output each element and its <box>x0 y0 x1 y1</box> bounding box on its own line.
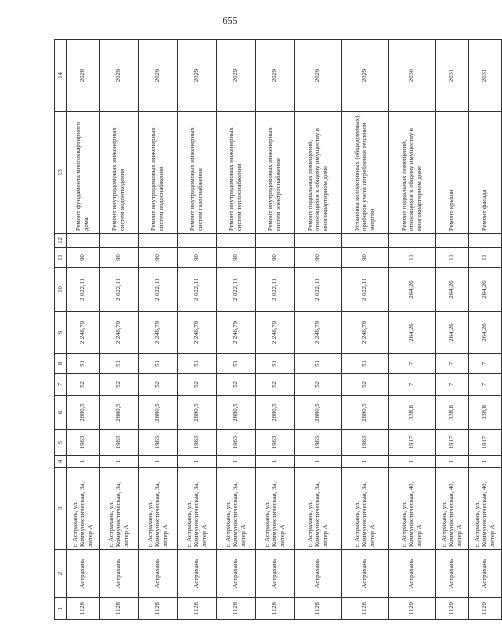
plan-year-cell: 2029 <box>295 40 342 112</box>
residential-apartments-cell: 51 <box>342 354 389 374</box>
house-code-cell: 1128 <box>139 598 178 620</box>
area-cell: 2880,5 <box>139 396 178 430</box>
city-cell: Астрахань <box>217 550 256 598</box>
total-apartments-cell: 52 <box>178 374 217 396</box>
residential-apartments-cell: 51 <box>256 354 295 374</box>
table-row <box>469 40 502 620</box>
table-row <box>100 40 139 620</box>
residents-cell: 90 <box>295 248 342 268</box>
work-type-cell: Ремонт внутридомовых инженерных систем водоотведения <box>100 112 139 234</box>
column-number: 11 <box>55 248 67 268</box>
residential-apartments-cell: 7 <box>389 354 436 374</box>
residents-cell: 90 <box>178 248 217 268</box>
work-type-cell: Ремонт фундамента многоквартирного дома <box>67 112 100 234</box>
flag-cell: 1 <box>469 456 502 468</box>
residential-apartments-cell: 51 <box>217 354 256 374</box>
year-cell: 1917 <box>389 430 436 456</box>
house-code-cell: 1128 <box>178 598 217 620</box>
address-cell: г. Астрахань, ул. Коммунистическая, 3а, литер А <box>139 468 178 550</box>
total-apartments-cell: 52 <box>256 374 295 396</box>
table-row <box>436 40 469 620</box>
extra-cell <box>217 234 256 248</box>
cost-standard-cell: 2 246,79 <box>139 312 178 354</box>
residents-cell: 90 <box>256 248 295 268</box>
plan-year-cell: 2028 <box>67 40 100 112</box>
extra-cell <box>67 234 100 248</box>
area-cell: 338,8 <box>389 396 436 430</box>
flag-cell: 1 <box>100 456 139 468</box>
city-cell: Астрахань <box>139 550 178 598</box>
table-row <box>217 40 256 620</box>
house-code-cell: 1128 <box>295 598 342 620</box>
cost-standard-cell: 264,26 <box>389 312 436 354</box>
cost-standard-cell: 2 246,79 <box>67 312 100 354</box>
residential-apartments-cell: 51 <box>139 354 178 374</box>
total-apartments-cell: 52 <box>295 374 342 396</box>
table-row <box>389 40 436 620</box>
address-cell: г. Астрахань, ул. Коммунистическая, 3а, литер А <box>256 468 295 550</box>
work-type-cell: Ремонт внутридомовых инженерных систем водоснабжения <box>139 112 178 234</box>
cost-standard-cell: 2 246,79 <box>217 312 256 354</box>
table-row <box>295 40 342 620</box>
total-apartments-cell: 52 <box>342 374 389 396</box>
work-type-cell: Ремонт подвальных помещений, относящихся к общему имуществу в многоквартирном доме <box>389 112 436 234</box>
flag-cell: 1 <box>389 456 436 468</box>
extra-cell <box>469 234 502 248</box>
column-number: 2 <box>55 550 67 598</box>
column-number: 1 <box>55 598 67 620</box>
extra-cell <box>100 234 139 248</box>
cost-standard-cell: 2 246,79 <box>295 312 342 354</box>
extra-cell <box>295 234 342 248</box>
residents-cell: 11 <box>469 248 502 268</box>
area-cell: 2880,5 <box>67 396 100 430</box>
area-cell: 2880,5 <box>178 396 217 430</box>
area-cell: 338,8 <box>469 396 502 430</box>
cost-limit-cell: 2 022,11 <box>100 268 139 312</box>
column-number: 6 <box>55 396 67 430</box>
total-apartments-cell: 52 <box>139 374 178 396</box>
column-number: 10 <box>55 268 67 312</box>
flag-cell: 1 <box>256 456 295 468</box>
residents-cell: 90 <box>100 248 139 268</box>
house-code-cell: 1129 <box>436 598 469 620</box>
cost-limit-cell: 2 022,11 <box>178 268 217 312</box>
flag-cell: 1 <box>295 456 342 468</box>
address-cell: г. Астрахань, ул. Коммунистическая, 3а, литер А <box>295 468 342 550</box>
total-apartments-cell: 52 <box>67 374 100 396</box>
plan-year-cell: 2031 <box>436 40 469 112</box>
cost-limit-cell: 2 022,11 <box>295 268 342 312</box>
flag-cell: 1 <box>139 456 178 468</box>
city-cell: Астрахань <box>389 550 436 598</box>
area-cell: 2880,5 <box>256 396 295 430</box>
flag-cell: 1 <box>67 456 100 468</box>
cost-limit-cell: 2 022,11 <box>342 268 389 312</box>
work-type-cell: Ремонт внутридомовых инженерных систем теплоснабжения <box>217 112 256 234</box>
column-number: 3 <box>55 468 67 550</box>
column-number: 7 <box>55 374 67 396</box>
work-type-cell: Ремонт подвальных помещений, относящихся к общему имуществу в многоквартирном доме <box>295 112 342 234</box>
work-type-cell: Ремонт фасада <box>469 112 502 234</box>
rotated-table-wrapper <box>54 40 496 620</box>
cost-limit-cell: 2 022,11 <box>217 268 256 312</box>
area-cell: 2880,5 <box>295 396 342 430</box>
cost-limit-cell: 264,26 <box>389 268 436 312</box>
residents-cell: 90 <box>217 248 256 268</box>
cost-limit-cell: 264,26 <box>469 268 502 312</box>
address-cell: г. Астрахань, ул. Коммунистическая, 3а, литер А <box>178 468 217 550</box>
plan-year-cell: 2029 <box>256 40 295 112</box>
cost-limit-cell: 264,26 <box>436 268 469 312</box>
city-cell: Астрахань <box>295 550 342 598</box>
residential-apartments-cell: 51 <box>178 354 217 374</box>
extra-cell <box>389 234 436 248</box>
extra-cell <box>178 234 217 248</box>
cost-limit-cell: 2 022,11 <box>139 268 178 312</box>
cost-limit-cell: 2 022,11 <box>67 268 100 312</box>
city-cell: Астрахань <box>469 550 502 598</box>
cost-limit-cell: 2 022,11 <box>256 268 295 312</box>
plan-year-cell: 2029 <box>342 40 389 112</box>
house-code-cell: 1128 <box>100 598 139 620</box>
table-row <box>139 40 178 620</box>
address-cell: г. Астрахань, ул. Коммунистическая, 3а, литер А <box>67 468 100 550</box>
total-apartments-cell: 52 <box>100 374 139 396</box>
city-cell: Астрахань <box>436 550 469 598</box>
house-code-cell: 1128 <box>342 598 389 620</box>
cost-standard-cell: 2 246,79 <box>178 312 217 354</box>
year-cell: 1963 <box>139 430 178 456</box>
area-cell: 338,8 <box>436 396 469 430</box>
area-cell: 2880,5 <box>342 396 389 430</box>
residential-apartments-cell: 51 <box>295 354 342 374</box>
column-number: 13 <box>55 112 67 234</box>
extra-cell <box>342 234 389 248</box>
year-cell: 1963 <box>178 430 217 456</box>
city-cell: Астрахань <box>256 550 295 598</box>
residential-apartments-cell: 7 <box>469 354 502 374</box>
work-type-cell: Ремонт крыши <box>436 112 469 234</box>
address-cell: г. Астрахань, ул. Коммунистическая, 40, литер А <box>389 468 436 550</box>
year-cell: 1963 <box>67 430 100 456</box>
plan-year-cell: 2029 <box>139 40 178 112</box>
house-code-cell: 1129 <box>469 598 502 620</box>
year-cell: 1963 <box>217 430 256 456</box>
cost-standard-cell: 2 246,79 <box>256 312 295 354</box>
work-type-cell: Ремонт внутридомовых инженерных систем электроснабжения <box>256 112 295 234</box>
plan-year-cell: 2029 <box>178 40 217 112</box>
area-cell: 2880,5 <box>217 396 256 430</box>
year-cell: 1963 <box>342 430 389 456</box>
year-cell: 1917 <box>469 430 502 456</box>
capital-repair-table <box>54 39 502 620</box>
residents-cell: 90 <box>139 248 178 268</box>
plan-year-cell: 2029 <box>100 40 139 112</box>
year-cell: 1963 <box>100 430 139 456</box>
address-cell: г. Астрахань, ул. Коммунистическая, 3а, литер А <box>342 468 389 550</box>
house-code-cell: 1128 <box>256 598 295 620</box>
flag-cell: 1 <box>178 456 217 468</box>
year-cell: 1917 <box>436 430 469 456</box>
work-type-cell: Установка коллективных (общедомовых) приборов учета потребления тепловой энергии <box>342 112 389 234</box>
residents-cell: 90 <box>342 248 389 268</box>
cost-standard-cell: 2 246,79 <box>100 312 139 354</box>
residential-apartments-cell: 51 <box>67 354 100 374</box>
header-row <box>55 40 67 620</box>
table-row <box>178 40 217 620</box>
house-code-cell: 1128 <box>67 598 100 620</box>
address-cell: г. Астрахань, ул. Коммунистическая, 40, литер А <box>469 468 502 550</box>
house-code-cell: 1129 <box>389 598 436 620</box>
table-row <box>342 40 389 620</box>
residential-apartments-cell: 51 <box>100 354 139 374</box>
residents-cell: 11 <box>436 248 469 268</box>
column-number: 5 <box>55 430 67 456</box>
residents-cell: 11 <box>389 248 436 268</box>
cost-standard-cell: 264,26 <box>469 312 502 354</box>
address-cell: г. Астрахань, ул. Коммунистическая, 3а, литер А <box>217 468 256 550</box>
house-code-cell: 1128 <box>217 598 256 620</box>
column-number: 14 <box>55 40 67 112</box>
total-apartments-cell: 7 <box>469 374 502 396</box>
plan-year-cell: 2030 <box>389 40 436 112</box>
column-number: 9 <box>55 312 67 354</box>
flag-cell: 1 <box>342 456 389 468</box>
residential-apartments-cell: 7 <box>436 354 469 374</box>
city-cell: Астрахань <box>67 550 100 598</box>
address-cell: г. Астрахань, ул. Коммунистическая, 3а, литер А <box>100 468 139 550</box>
city-cell: Астрахань <box>342 550 389 598</box>
table-row <box>256 40 295 620</box>
total-apartments-cell: 7 <box>389 374 436 396</box>
flag-cell: 1 <box>436 456 469 468</box>
column-number: 12 <box>55 234 67 248</box>
address-cell: г. Астрахань, ул. Коммунистическая, 40, литер А <box>436 468 469 550</box>
extra-cell <box>139 234 178 248</box>
cost-standard-cell: 264,26 <box>436 312 469 354</box>
city-cell: Астрахань <box>100 550 139 598</box>
extra-cell <box>256 234 295 248</box>
work-type-cell: Ремонт внутридомовых инженерных систем газоснабжения <box>178 112 217 234</box>
plan-year-cell: 2031 <box>469 40 502 112</box>
table-row <box>67 40 100 620</box>
year-cell: 1963 <box>256 430 295 456</box>
column-number: 8 <box>55 354 67 374</box>
total-apartments-cell: 7 <box>436 374 469 396</box>
cost-standard-cell: 2 246,79 <box>342 312 389 354</box>
total-apartments-cell: 52 <box>217 374 256 396</box>
plan-year-cell: 2029 <box>217 40 256 112</box>
residents-cell: 90 <box>67 248 100 268</box>
column-number: 4 <box>55 456 67 468</box>
flag-cell: 1 <box>217 456 256 468</box>
city-cell: Астрахань <box>178 550 217 598</box>
year-cell: 1963 <box>295 430 342 456</box>
extra-cell <box>436 234 469 248</box>
page-number: 655 <box>222 16 238 27</box>
area-cell: 2880,5 <box>100 396 139 430</box>
